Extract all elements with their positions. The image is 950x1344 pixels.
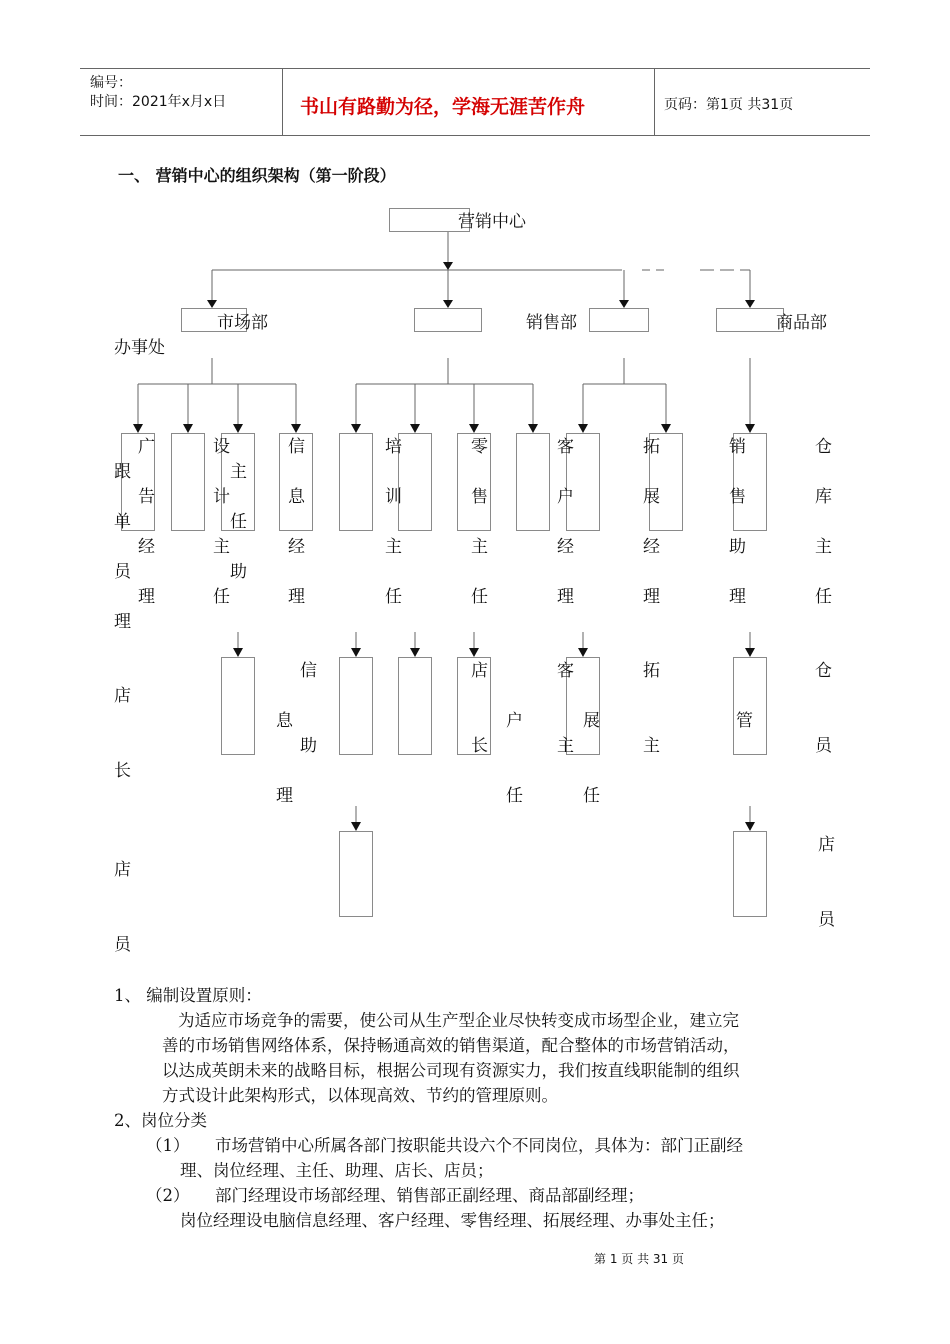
org-goods-label: 商品部: [776, 313, 827, 333]
principles-line-2: 善的市场销售网络体系，保持畅通高效的销售渠道，配合整体的市场营销活动，: [162, 1036, 740, 1055]
item-2-number: （2）: [146, 1186, 190, 1205]
page-footer: 第 1 页 共 31 页: [594, 1252, 684, 1266]
principles-heading: 1、 编制设置原则：: [114, 986, 262, 1005]
doc-time: 时间：2021年x月x日: [90, 94, 227, 110]
principles-line-1: 为适应市场竞争的需要，使公司从生产型企业尽快转变成市场型企业，建立完: [178, 1011, 739, 1030]
header-motto: 书山有路勤为径，学海无涯苦作舟: [300, 96, 586, 118]
item-1-number: （1）: [146, 1136, 190, 1155]
principles-line-4: 方式设计此架构形式，以体现高效、节约的管理原则。: [162, 1086, 558, 1105]
org-market-label: 市场部: [217, 313, 268, 333]
item-1-line-1: 市场营销中心所属各部门按职能共设六个不同岗位，具体为：部门正副经: [215, 1136, 743, 1155]
positions-heading: 2、岗位分类: [114, 1111, 207, 1130]
item-2-line-1: 部门经理设市场部经理、销售部正副经理、商品部副经理；: [215, 1186, 644, 1205]
doc-id-label: 编号：: [90, 75, 132, 91]
section-title: 一、 营销中心的组织架构（第一阶段）: [118, 166, 396, 185]
org-sales-label: 销售部: [526, 313, 577, 333]
item-1-line-2: 理、岗位经理、主任、助理、店长、店员；: [180, 1161, 494, 1180]
org-top-label: 营销中心: [458, 212, 526, 232]
principles-line-3: 以达成英朗未来的战略目标，根据公司现有资源实力，我们按直线职能制的组织: [162, 1061, 740, 1080]
page-info: 页码：第1页 共31页: [664, 97, 794, 113]
org-office-label: 办事处: [114, 338, 165, 358]
item-2-line-2: 岗位经理设电脑信息经理、客户经理、零售经理、拓展经理、办事处主任；: [180, 1211, 725, 1230]
